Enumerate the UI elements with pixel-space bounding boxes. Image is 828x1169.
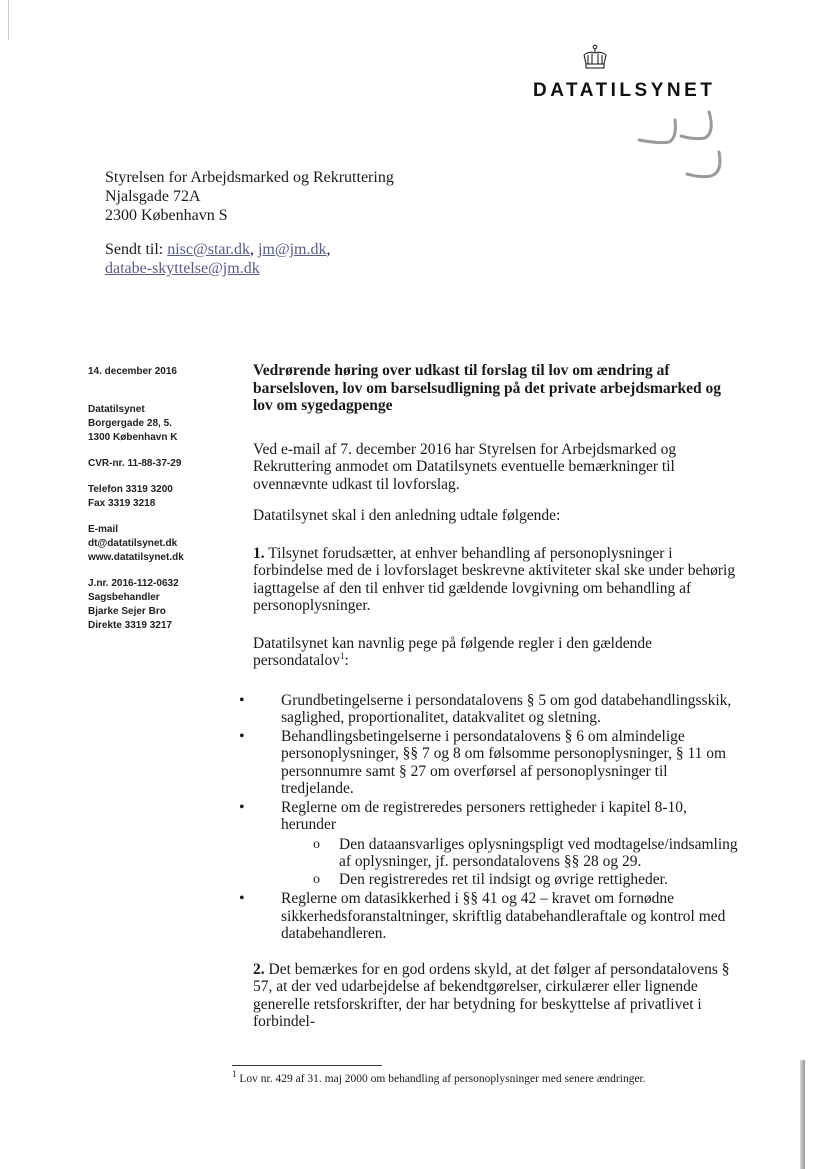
email-link-jm[interactable]: jm@jm.dk xyxy=(257,241,327,258)
list-item: • Grundbetingelserne i persondatalovens § 5 om god databehandlingsskik, saglighed, proportionalitet, datakvalitet og sletning. xyxy=(253,692,740,727)
caseworker-name: Bjarke Sejer Bro xyxy=(88,606,166,617)
sender-cvr: CVR-nr. 11-88-37-29 xyxy=(88,458,182,469)
logo-wordmark: DATATILSYNET xyxy=(533,80,716,101)
footnote-divider xyxy=(232,1065,382,1066)
scan-edge xyxy=(8,0,9,40)
email-link-star[interactable]: nisc@star.dk xyxy=(167,241,250,258)
sub-list xyxy=(309,836,740,889)
list-item: • Behandlingsbetingelserne i persondatalovens § 6 om almindelige personoplysninger, §§ 7 og 8 om følsomme personoplysninger, § 11 om personnumre samt § 27 om overførsel af personoplysninger til tredjelande. xyxy=(253,728,740,798)
recipient-address xyxy=(105,168,394,225)
rules-intro-text: Datatilsynet kan navnlig pege på følgende regler i den gældende persondatalov xyxy=(253,634,652,669)
point-2-number: 2. xyxy=(253,960,265,978)
sender-info-column xyxy=(88,365,218,645)
footnote-ref: 1 xyxy=(339,650,345,661)
logo-text xyxy=(533,80,715,102)
letter-subject: Vedrørende høring over udkast til forslag til lov om ændring af barselsloven, lov om barselsudligning på det private arbejdsmarked og lov om sygedagpenge xyxy=(253,362,722,414)
footnote xyxy=(232,1069,752,1086)
intro-paragraph: Ved e-mail af 7. december 2016 har Styrelsen for Arbejdsmarked og Rekruttering anmodet om Datatilsynets eventuelle bemærkninger til ovennævnte udkast til lovforslag. xyxy=(253,440,677,493)
crown-icon xyxy=(580,44,610,70)
recipient-city: 2300 København S xyxy=(105,207,228,224)
rules-intro-colon: : xyxy=(344,652,349,669)
point-1-text: Tilsynet forudsætter, at enhver behandling af personoplysninger i forbindelse med de i lovforslaget beskrevne aktiviteter skal ske under behørig iagttagelse af den til enhver tid gældende lovgivning om behandling af personoplysninger. xyxy=(253,544,736,614)
journal-number: J.nr. 2016-112-0632 xyxy=(88,578,179,589)
letter-date: 14. december 2016 xyxy=(88,366,177,377)
direct-phone: Direkte 3319 3217 xyxy=(88,620,172,631)
point-1-number: 1. xyxy=(253,544,265,562)
list-item: • Reglerne om datasikkerhed i §§ 41 og 42 – kravet om fornødne sikkerhedsforanstaltninger, skriftlig databehandleraftale og kontrol med databehandleren. xyxy=(253,890,740,943)
point-2-paragraph xyxy=(253,961,740,1031)
sub-list-item: o Den registreredes ret til indsigt og øvrige rettigheder. xyxy=(309,871,740,889)
rules-intro-paragraph xyxy=(253,635,740,670)
sender-fax: Fax 3319 3218 xyxy=(88,498,156,509)
footnote-number: 1 xyxy=(232,1069,237,1080)
list-item-text: Reglerne om de registreredes personers rettigheder i kapitel 8-10, herunder xyxy=(281,798,687,833)
sender-contact xyxy=(88,523,218,565)
rules-list xyxy=(253,692,740,943)
handwritten-initials-icon xyxy=(625,110,735,190)
point-1-paragraph xyxy=(253,545,740,615)
sender-city: 1300 København K xyxy=(88,432,178,443)
recipient-name: Styrelsen for Arbejdsmarked og Rekruttering xyxy=(105,169,394,186)
sender-address xyxy=(88,403,218,445)
sender-email-label: E-mail xyxy=(88,524,119,535)
recipient-street: Njalsgade 72A xyxy=(105,188,201,205)
sender-street: Borgergade 28, 5. xyxy=(88,418,172,429)
sender-phone: Telefon 3319 3200 xyxy=(88,484,173,495)
letter-body xyxy=(253,362,740,1045)
sent-to-label: Sendt til: xyxy=(105,241,164,258)
scan-edge-shadow xyxy=(800,1060,805,1169)
statement-paragraph: Datatilsynet skal i den anledning udtale følgende: xyxy=(253,507,561,524)
sender-web: www.datatilsynet.dk xyxy=(88,552,184,563)
sender-email: dt@datatilsynet.dk xyxy=(88,538,178,549)
sender-phone-fax xyxy=(88,483,218,511)
case-info xyxy=(88,577,218,633)
point-2-text: Det bemærkes for en god ordens skyld, at det følger af persondatalovens § 57, at der ved udarbejdelse af bekendtgørelser, cirkulærer eller lignende generelle retsforskrifter, der har betydning for beskyttelse af privatlivet i forbindel- xyxy=(253,960,730,1030)
sent-to: Sendt til: nisc@star.dk, jm@jm.dk, databe-skyttelse@jm.dk xyxy=(105,241,331,277)
sub-list-item: o Den dataansvarliges oplysningspligt ved modtagelse/indsamling af oplysninger, jf. persondatalovens §§ 28 og 29. xyxy=(309,836,740,871)
email-link-databeskyttelse[interactable]: databe-skyttelse@jm.dk xyxy=(105,260,260,277)
list-item xyxy=(253,799,740,889)
caseworker-label: Sagsbehandler xyxy=(88,592,160,603)
footnote-text: Lov nr. 429 af 31. maj 2000 om behandling af personoplysninger med senere ændringer. xyxy=(239,1073,646,1085)
sender-org: Datatilsynet xyxy=(88,404,145,415)
